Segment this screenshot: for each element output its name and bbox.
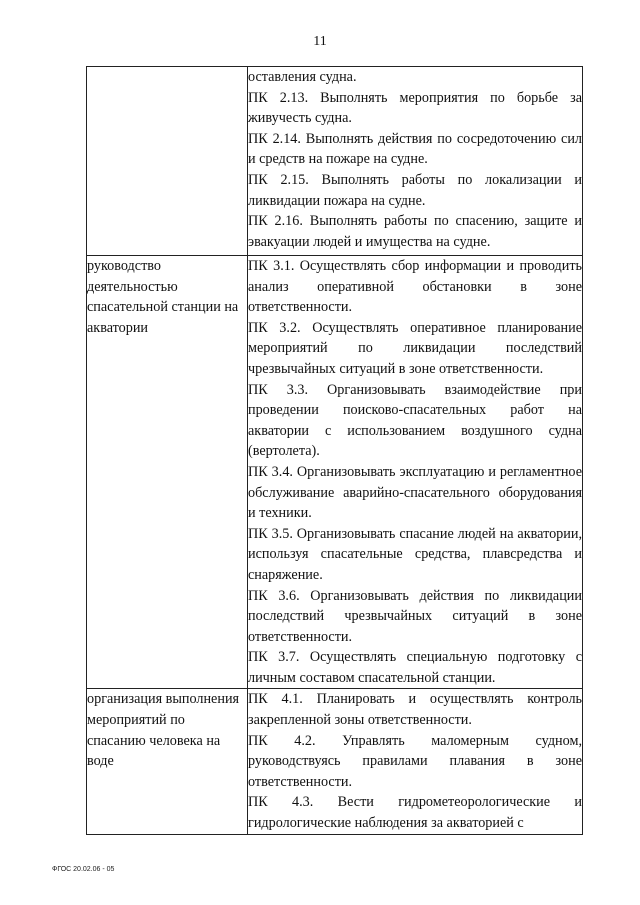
competencies-cell	[248, 256, 583, 689]
competency-item: ПК 3.1. Осуществлять сбор информации и проводить анализ оперативной обстановки в зоне ответственности.	[248, 258, 582, 316]
competency-item: ПК 4.1. Планировать и осуществлять контроль закрепленной зоны ответственности.	[248, 691, 582, 729]
activity-cell	[87, 67, 248, 256]
activity-cell: руководство деятельностью спасательной станции на акватории	[87, 256, 248, 689]
competency-item: ПК 2.16. Выполнять работы по спасению, защите и эвакуации людей и имущества на судне.	[248, 213, 582, 250]
table-row	[87, 256, 583, 689]
competency-item: ПК 3.4. Организовывать эксплуатацию и регламентное обслуживание аварийно-спасательного оборудования и техники.	[248, 463, 582, 522]
competency-item: ПК 3.2. Осуществлять оперативное планирование мероприятий по ликвидации последствий чрезвычайных ситуаций в зоне ответственности.	[248, 319, 582, 377]
competency-item: ПК 4.2. Управлять маломерным судном, руководствуясь правилами плавания в зоне ответственности.	[248, 732, 582, 790]
competency-item: ПК 3.7. Осуществлять специальную подготовку с личным составом спасательной станции.	[248, 649, 582, 686]
document-code-footer: ФГОС 20.02.06 - 05	[52, 866, 115, 873]
competency-item: ПК 2.15. Выполнять работы по локализации и ликвидации пожара на судне.	[248, 171, 582, 209]
competency-item: ПК 4.3. Вести гидрометеорологические и гидрологические наблюдения за акваторией с	[248, 794, 582, 832]
page-number: 11	[313, 34, 327, 49]
competency-table	[86, 66, 583, 835]
competency-item: оставления судна.	[248, 69, 357, 85]
table-row	[87, 689, 583, 834]
competencies-cell	[248, 689, 583, 834]
competency-item: ПК 3.5. Организовывать спасание людей на акватории, используя спасательные средства, плавсредства и снаряжение.	[248, 525, 582, 583]
competency-item: ПК 3.6. Организовывать действия по ликвидации последствий чрезвычайных ситуаций в зоне ответственности.	[248, 587, 582, 645]
table-row	[87, 67, 583, 256]
activity-cell: организация выполнения мероприятий по спасанию человека на воде	[87, 689, 248, 834]
competencies-cell	[248, 67, 583, 256]
competency-item: ПК 3.3. Организовывать взаимодействие при проведении поисково-спасательных работ на акватории с использованием воздушного судна (вертолета).	[248, 381, 582, 460]
competency-item: ПК 2.13. Выполнять мероприятия по борьбе за живучесть судна.	[248, 89, 582, 127]
competency-item: ПК 2.14. Выполнять действия по сосредоточению сил и средств на пожаре на судне.	[248, 130, 582, 168]
